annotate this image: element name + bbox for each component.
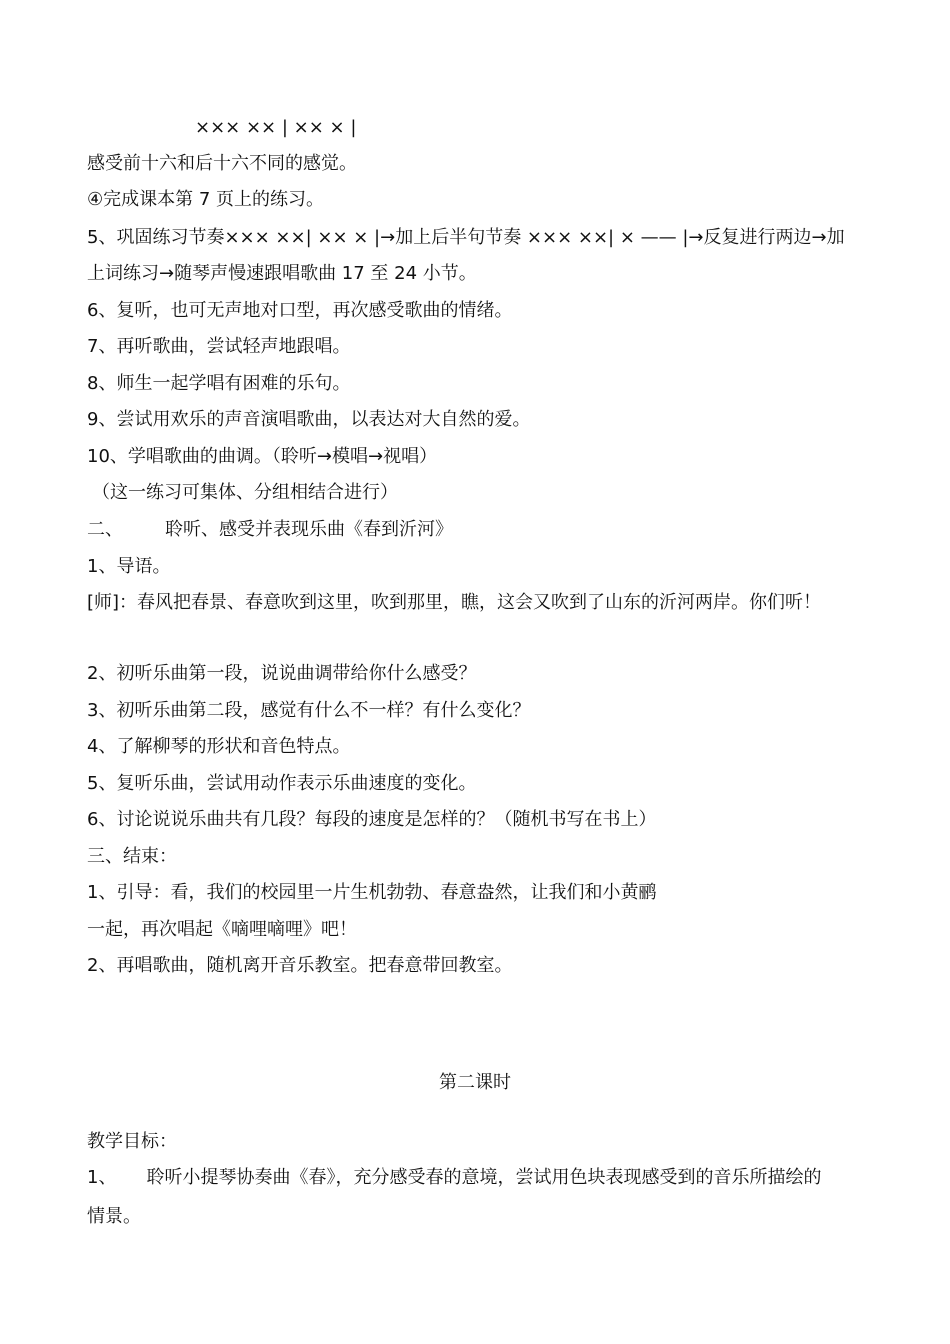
goal-number: 1、 [87,1167,117,1188]
text-line: 情景。 [87,1206,141,1227]
goal-text: 聆听小提琴协奏曲《春》，充分感受春的意境，尝试用色块表现感受到的音乐所描绘的 [146,1167,822,1188]
text-line: 3、初听乐曲第二段，感觉有什么不一样？有什么变化？ [87,700,531,721]
text-line: 5、复听乐曲，尝试用动作表示乐曲速度的变化。 [87,773,477,794]
text-line: 7、再听歌曲，尝试轻声地跟唱。 [87,336,351,357]
lesson-title: 第二课时 [439,1072,511,1093]
text-line: 2、初听乐曲第一段，说说曲调带给你什么感受？ [87,663,477,684]
text-line: [师]：春风把春景、春意吹到这里，吹到那里，瞧，这会又吹到了山东的沂河两岸。你们听！ [87,592,822,613]
section-heading [87,518,453,542]
section-heading: 三、结束： [87,846,177,867]
text-line: （这一练习可集体、分组相结合进行） [92,482,398,503]
rhythm-notation: ××× ×× | ×× × | [195,117,357,138]
text-line: 2、再唱歌曲，随机离开音乐教室。把春意带回教室。 [87,955,513,976]
goal-item [87,1166,821,1190]
text-line: 5、巩固练习节奏××× ××| ×× × |→加上后半句节奏 ××× ××| × —— |→反复进行两边→加 [87,227,845,248]
text-line: 9、尝试用欢乐的声音演唱歌曲，以表达对大自然的爱。 [87,409,531,430]
text-line: 一起，再次唱起《嘀哩嘀哩》吧！ [87,919,357,940]
text-line: 6、复听，也可无声地对口型，再次感受歌曲的情绪。 [87,300,513,321]
text-line: 1、引导：看，我们的校园里一片生机勃勃、春意盎然，让我们和小黄鹂 [87,882,657,903]
text-line: 8、师生一起学唱有困难的乐句。 [87,373,351,394]
text-line: 4、了解柳琴的形状和音色特点。 [87,736,351,757]
section-title: 聆听、感受并表现乐曲《春到沂河》 [165,519,453,540]
section-number: 二、 [87,519,123,540]
text-line: 1、导语。 [87,556,171,577]
text-line: 10、学唱歌曲的曲调。（聆听→模唱→视唱） [87,446,438,467]
text-line: ④完成课本第 7 页上的练习。 [87,189,325,210]
text-line: 上词练习→随琴声慢速跟唱歌曲 17 至 24 小节。 [87,263,477,284]
text-line: 6、讨论说说乐曲共有几段？每段的速度是怎样的？（随机书写在书上） [87,809,657,830]
text-line: 感受前十六和后十六不同的感觉。 [87,153,357,174]
goals-heading: 教学目标： [87,1131,177,1152]
